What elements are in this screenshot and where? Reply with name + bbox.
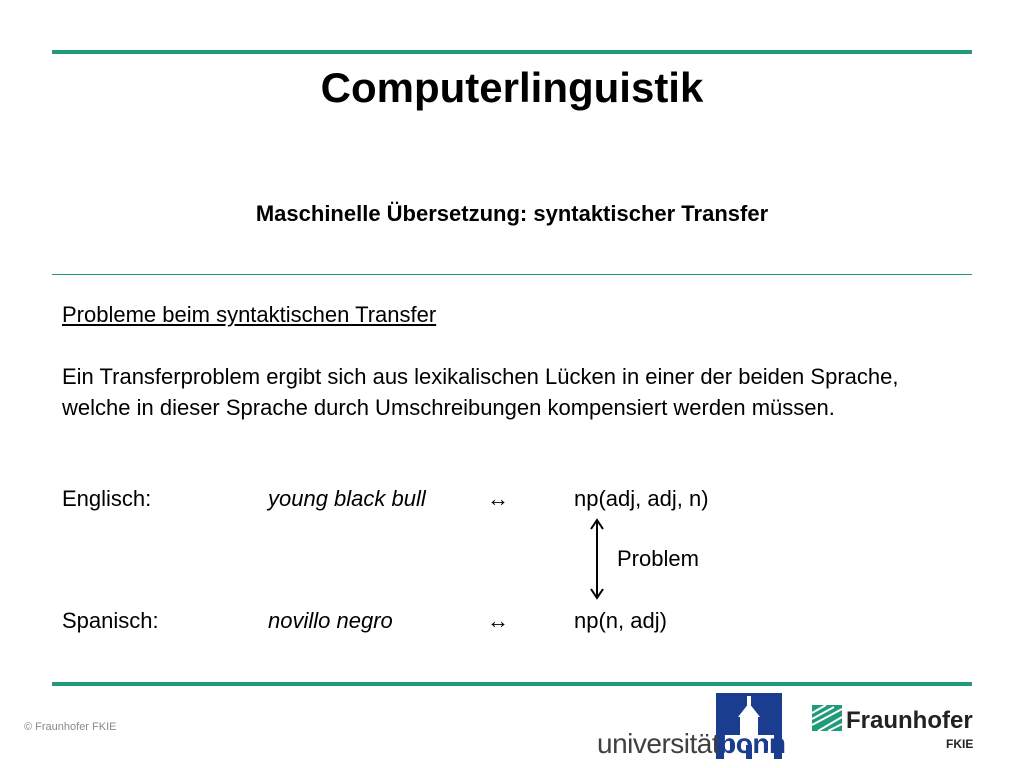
top-rule	[52, 50, 972, 54]
spanish-structure: np(n, adj)	[574, 608, 667, 633]
problem-label: Problem	[617, 546, 699, 571]
english-label: Englisch:	[62, 486, 152, 511]
spanish-label: Spanisch:	[62, 608, 159, 633]
copyright-text: © Fraunhofer FKIE	[24, 721, 117, 733]
fraunhofer-stripes-icon	[812, 705, 842, 731]
double-arrow-icon	[589, 517, 605, 601]
english-phrase: young black bull	[268, 486, 426, 511]
body-paragraph: Ein Transferproblem ergibt sich aus lexikalischen Lücken in einer der beiden Sprache, welche in dieser Sprache durch Umschreibungen kompensiert werden müssen.	[62, 364, 899, 420]
fkie-wordmark: FKIE	[946, 737, 974, 751]
spanish-arrow: ↔	[487, 608, 509, 633]
english-arrow: ↔	[487, 486, 509, 511]
bonn-wordmark-prefix: universität	[597, 728, 720, 759]
slide-subtitle: Maschinelle Übersetzung: syntaktischer Transfer	[255, 201, 769, 226]
section-heading: Probleme beim syntaktischen Transfer	[62, 302, 437, 327]
bonn-wordmark-suffix: bonn	[719, 728, 786, 759]
spanish-phrase: novillo negro	[268, 608, 393, 633]
fraunhofer-wordmark: Fraunhofer	[846, 707, 973, 734]
bonn-wordmark	[597, 727, 786, 761]
bottom-rule	[52, 682, 972, 686]
english-structure: np(adj, adj, n)	[574, 486, 709, 511]
slide-title: Computerlinguistik	[320, 64, 704, 111]
subtitle-divider	[52, 274, 972, 275]
